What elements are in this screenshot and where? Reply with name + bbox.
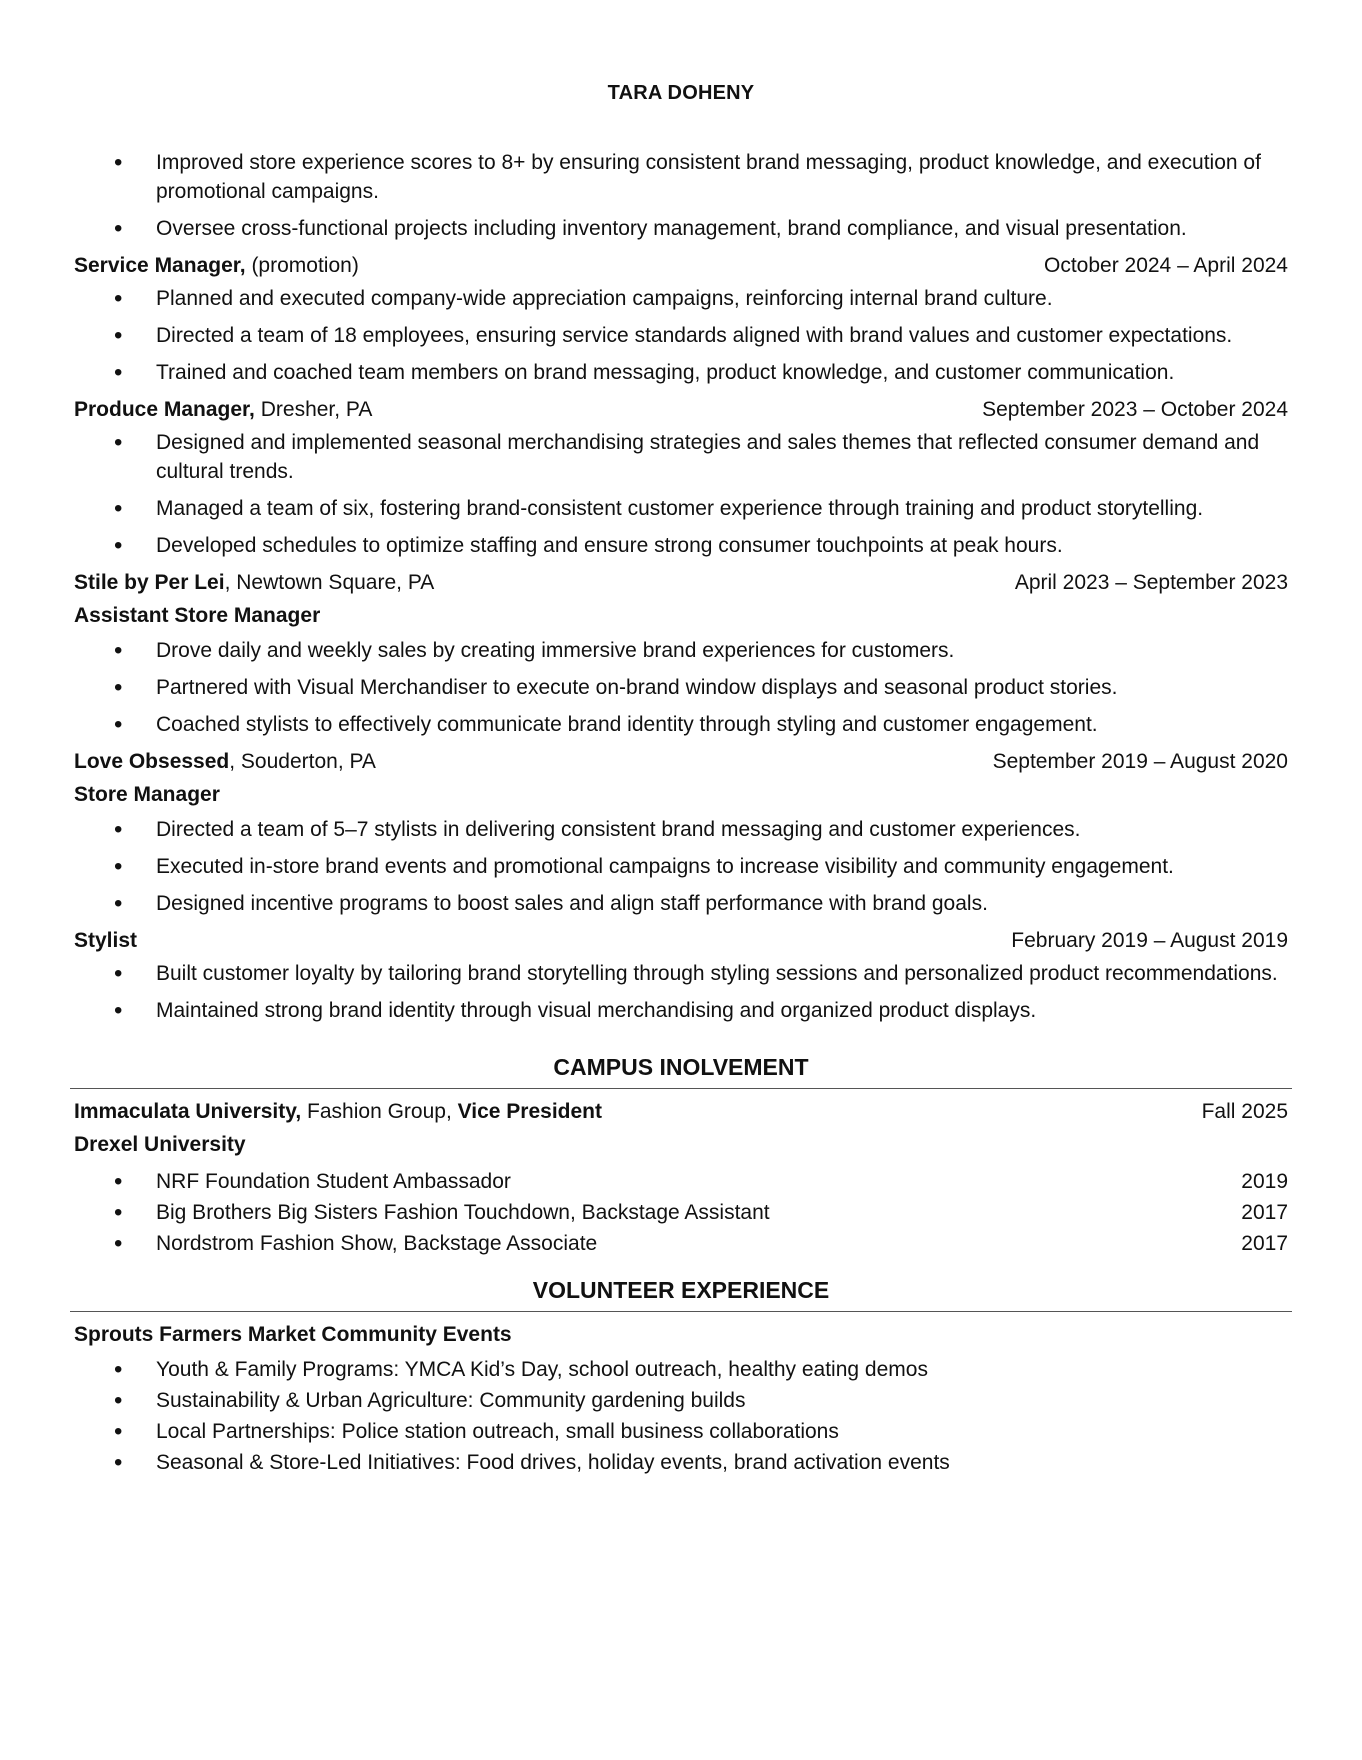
- bullet-item: • Oversee cross-functional projects including inventory management, brand compliance, and visual presentation.: [74, 214, 1288, 243]
- job-role: Assistant Store Manager: [74, 604, 321, 627]
- campus-role: Vice President: [457, 1100, 602, 1123]
- job-bullet-list: [74, 959, 1288, 1025]
- campus-bullet-list: [74, 1167, 1288, 1258]
- item-year: 2017: [1241, 1201, 1288, 1224]
- job-detail: , Newtown Square, PA: [224, 571, 435, 594]
- job-dates: October 2024 – April 2024: [1043, 254, 1288, 277]
- school-name: Drexel University: [74, 1133, 246, 1156]
- bullet-item: • Built customer loyalty by tailoring brand storytelling through styling sessions and personalized product recommendations.: [74, 959, 1288, 988]
- job-bullet-list: [74, 428, 1288, 560]
- job-bullet-list: [74, 815, 1288, 918]
- bullet-item: • Drove daily and weekly sales by creating immersive brand experiences for customers.: [74, 636, 1288, 665]
- job-bullet-list: [74, 284, 1288, 387]
- list-item: • Big Brothers Big Sisters Fashion Touchdown, Backstage Assistant 2017: [74, 1198, 1288, 1227]
- job-title: Service Manager,: [74, 254, 246, 277]
- bullet-item: • Planned and executed company-wide appreciation campaigns, reinforcing internal brand culture.: [74, 284, 1288, 313]
- job-detail: Dresher, PA: [254, 398, 373, 421]
- job-detail: , Souderton, PA: [229, 750, 376, 773]
- job-dates: September 2019 – August 2020: [992, 750, 1288, 773]
- bullet-item: • Directed a team of 18 employees, ensuring service standards aligned with brand values and customer expectations.: [74, 321, 1288, 350]
- bullet-item: • Coached stylists to effectively communicate brand identity through styling and customer engagement.: [74, 710, 1288, 739]
- bullet-item: • Trained and coached team members on brand messaging, product knowledge, and customer communication.: [74, 358, 1288, 387]
- item-year: 2017: [1241, 1232, 1288, 1255]
- campus-date: Fall 2025: [1201, 1100, 1288, 1123]
- resume-content: [74, 148, 1288, 1479]
- volunteer-org: Sprouts Farmers Market Community Events: [74, 1323, 512, 1346]
- volunteer-bullet-list: [74, 1355, 1288, 1477]
- list-item: • NRF Foundation Student Ambassador 2019: [74, 1167, 1288, 1196]
- list-item: • Youth & Family Programs: YMCA Kid’s Day, school outreach, healthy eating demos: [74, 1355, 1288, 1384]
- job-header: [74, 395, 1288, 424]
- job-dates: September 2023 – October 2024: [982, 398, 1288, 421]
- bullet-item: • Managed a team of six, fostering brand-consistent customer experience through training and product storytelling.: [74, 494, 1288, 523]
- job-header: [74, 568, 1288, 597]
- bullet-item: • Developed schedules to optimize staffing and ensure strong consumer touchpoints at peak hours.: [74, 531, 1288, 560]
- job-role: Store Manager: [74, 783, 220, 806]
- job-bullet-list: [74, 636, 1288, 739]
- job-detail: (promotion): [245, 254, 359, 277]
- candidate-name: TARA DOHENY: [607, 82, 755, 104]
- bullet-item: • Improved store experience scores to 8+ by ensuring consistent brand messaging, product knowledge, and execution of promotional campaigns.: [74, 148, 1288, 206]
- job-title: Stylist: [74, 929, 138, 952]
- campus-group: Fashion Group,: [301, 1100, 458, 1123]
- bullet-item: • Designed incentive programs to boost sales and align staff performance with brand goals.: [74, 889, 1288, 918]
- list-item: • Nordstrom Fashion Show, Backstage Associate 2017: [74, 1229, 1288, 1258]
- section-heading-volunteer: VOLUNTEER EXPERIENCE: [70, 1276, 1292, 1312]
- school-name: Immaculata University,: [74, 1100, 302, 1123]
- list-item: • Local Partnerships: Police station outreach, small business collaborations: [74, 1417, 1288, 1446]
- job-header: [74, 926, 1288, 955]
- employer-name: Love Obsessed: [74, 750, 230, 773]
- employer-name: Stile by Per Lei: [74, 571, 225, 594]
- top-bullet-list: [74, 148, 1288, 243]
- section-heading-campus: CAMPUS INOLVEMENT: [70, 1053, 1292, 1089]
- job-dates: February 2019 – August 2019: [1011, 929, 1288, 952]
- bullet-item: • Partnered with Visual Merchandiser to execute on-brand window displays and seasonal product stories.: [74, 673, 1288, 702]
- item-year: 2019: [1241, 1170, 1288, 1193]
- job-header: [74, 747, 1288, 776]
- bullet-item: • Maintained strong brand identity through visual merchandising and organized product displays.: [74, 996, 1288, 1025]
- job-title: Produce Manager,: [74, 398, 255, 421]
- job-dates: April 2023 – September 2023: [1014, 571, 1288, 594]
- campus-row-immaculata: [74, 1097, 1288, 1126]
- list-item: • Sustainability & Urban Agriculture: Community gardening builds: [74, 1386, 1288, 1415]
- job-header: [74, 251, 1288, 280]
- bullet-item: • Directed a team of 5–7 stylists in delivering consistent brand messaging and customer experiences.: [74, 815, 1288, 844]
- bullet-item: • Executed in-store brand events and promotional campaigns to increase visibility and community engagement.: [74, 852, 1288, 881]
- bullet-item: • Designed and implemented seasonal merchandising strategies and sales themes that reflected consumer demand and cultural trends.: [74, 428, 1288, 486]
- list-item: • Seasonal & Store-Led Initiatives: Food drives, holiday events, brand activation events: [74, 1448, 1288, 1477]
